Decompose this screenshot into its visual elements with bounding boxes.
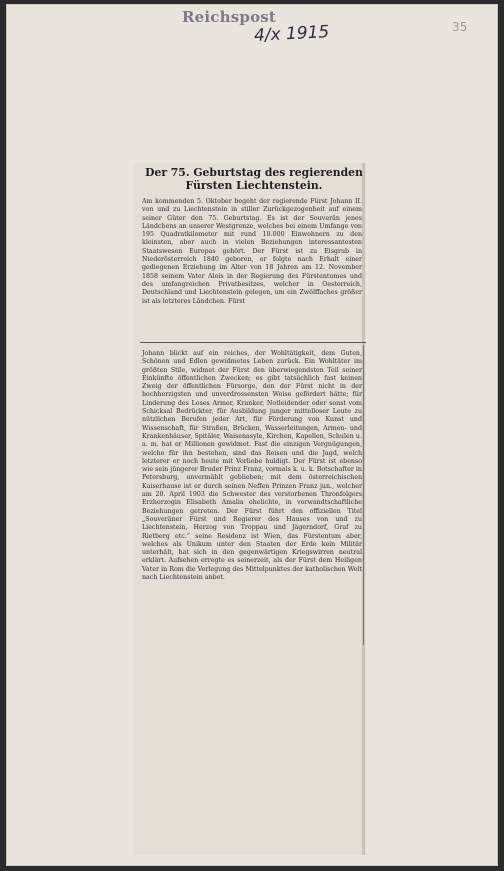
column-side-rule xyxy=(363,345,364,645)
page-number: 35 xyxy=(452,20,468,34)
article-paragraph-1: Am kommenden 5. Oktober begeht der regierende Fürst Johann II. von und zu Liechtenstein in stiller Zurückgezogenheit auf einem seiner Güter den 75. Geburtstag. Es ist der Souverän jenes Ländchens an unserer Westgrenze, welches bei einem Umfange von 195 Quadratkilometer mit rund 10.000 Einwohnern zu den kleinsten, aber auch in vielen Beziehungen interessantesten Staatswesen Europas gehört. Der Fürst ist zu Eisgrub in Niederösterreich 1840 geboren, er folgte nach Erhalt einer gediegenen Erziehung im Alter von 18 Jahren am 12. November 1858 seinem Vater Alois in der Regierung des Fürstentumes und des umfangreichen Privatbesitzes, welcher in Oesterreich, Deutschland und Liechtenstein gelegen, um ein Zwölffaches größer ist als letzteres Ländchen. Fürst xyxy=(142,198,362,305)
article-headline: Der 75. Geburtstag des regierenden Fürsten Liechtenstein. xyxy=(145,166,363,192)
article-paragraph-2: Johann blickt auf ein reiches, der Wohltätigkeit, dem Guten, Schönen und Edlen gewidmetes Leben zurück. Ein Wohltäter im größten Stile, widmet der Fürst den überwiegendsten Teil seiner Einkünfte öffentlichen Zwecken; es gibt tatsächlich fast keinen Zweig der öffentlichen Fürsorge, den der Fürst nicht in der hochherzigsten und unverdrossensten Weise gefördert hätte; für Linderung des Loses Armer, Kranker, Notleidender oder sonst vom Schicksal Bedrückter, für Ausbildung junger mittelloser Leute zu nützlichen Berufen jeder Art, für Förderung von Kunst und Wissenschaft, für Straßen, Brücken, Wasserleitungen, Armen- und Krankenhäuser, Spitäler, Waisenasyle, Kirchen, Kapellen, Schulen u. a. m. hat er Millionen gewidmet. Fast die einzigen Vergnügungen, welche für ihn bestehen, sind das Reisen und die Jagd, welch letzterer er noch heute mit Vorliebe huldigt. Der Fürst ist ebenso wie sein jüngerer Bruder Prinz Franz, vormals k. u. k. Botschafter in Petersburg, unvermählt geblieben; mit dem österreichischen Kaiserhause ist er durch seinen Neffen Prinzen Franz jun., welcher am 20. April 1903 die Schwester des verstorbenen Thronfolgers Erzherzogin Elisabeth Amalia ehelichte, in verwandtschaftliche Beziehungen getreten. Der Fürst führt den offiziellen Titel „Souveräner Fürst und Regierer des Hauses von und zu Liechtenstein, Herzog von Troppau und Jägerndorf, Graf zu Rietberg etc.“ seine Residenz ist Wien, das Fürstentum aber, welches als Unikum unter den Staaten der Erde kein Militär unterhält, hat sich in den gegenwärtigen Kriegswirren neutral erklärt. Aufsehen erregte es seinerzeit, als der Fürst dem Heiligen Vater in Rom die Verlegung des Mittelpunktes der katholischen Welt nach Liechtenstein anbot. xyxy=(142,350,362,582)
newspaper-stamp: Reichspost xyxy=(182,8,277,26)
column-divider xyxy=(140,342,366,343)
handwritten-date: 4/x 1915 xyxy=(253,22,330,46)
